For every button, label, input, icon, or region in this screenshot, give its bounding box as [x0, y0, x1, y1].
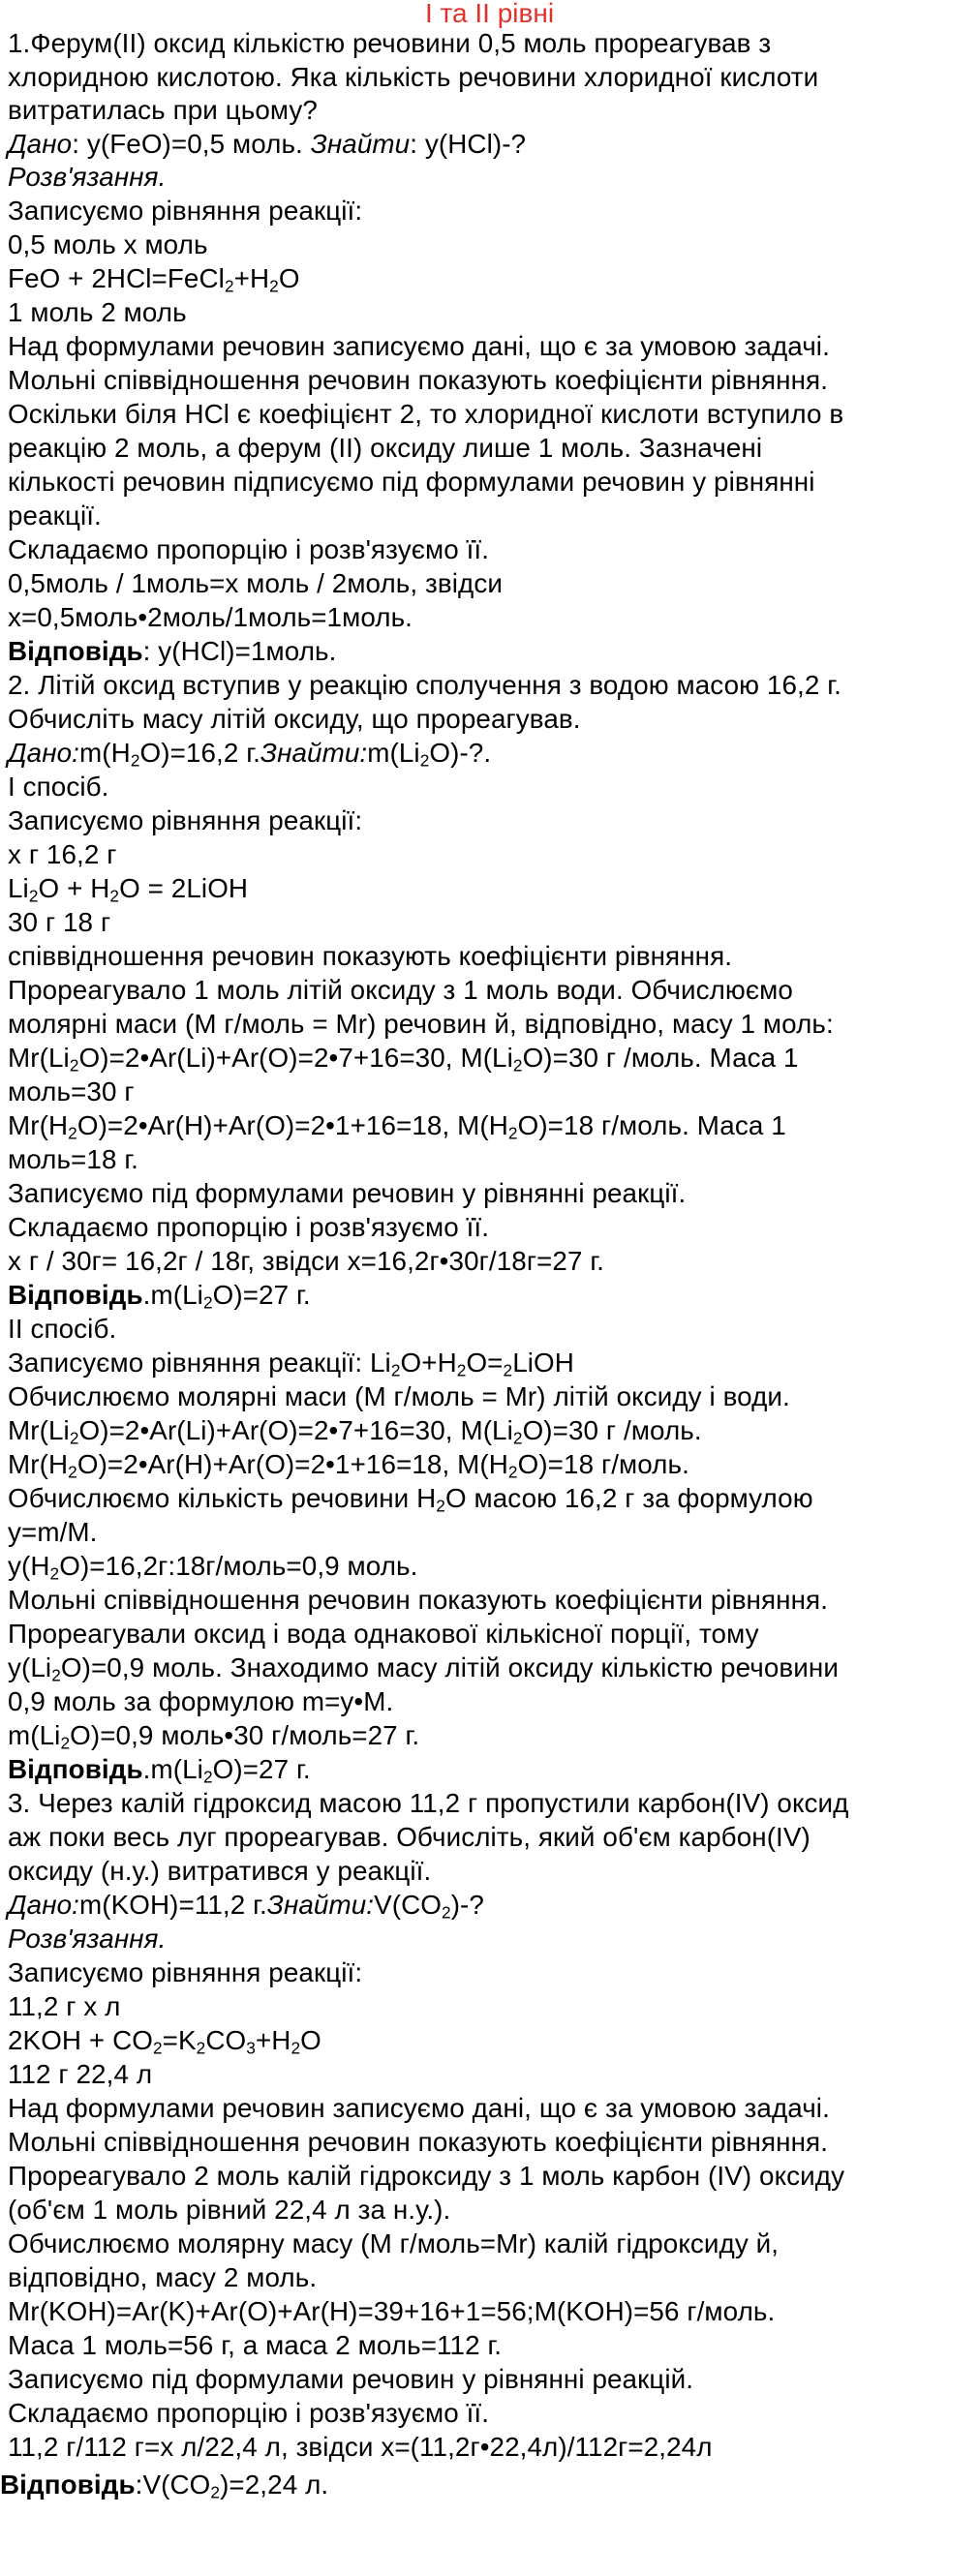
text-run: O)=0,9 моль•30 г/моль=27 г. [70, 1720, 420, 1750]
text-run: )-? [450, 1890, 484, 1920]
text-line [8, 61, 818, 94]
text-run: O = 2LiOH [119, 873, 249, 903]
text-line [8, 1923, 166, 1955]
text-run: Прореагували оксид і вода однакової кількісної порції, тому [8, 1619, 759, 1649]
subscript: 2 [60, 1733, 71, 1753]
subscript: 2 [130, 750, 140, 771]
text-line [8, 1143, 138, 1176]
text-run: Обчислюємо кількість речовини H [8, 1483, 437, 1513]
text-run: : у(HCl)=1моль. [142, 636, 337, 666]
text-run: Записуємо рівняння реакції: [8, 1957, 363, 1987]
text-run: 1.Ферум(II) оксид кількістю речовини 0,5 моль прореагував з [8, 28, 772, 58]
text-run: O [278, 263, 300, 293]
text-line [8, 364, 828, 397]
italic-term: Дано: [8, 1890, 80, 1920]
subscript: 2 [419, 750, 430, 771]
text-line [8, 161, 166, 194]
text-run: Li [8, 873, 29, 903]
text-run: O)=30 г /моль. [522, 1415, 702, 1445]
text-line [8, 1652, 839, 1684]
text-line [8, 1821, 811, 1854]
text-line [8, 1245, 604, 1278]
text-run: .m(Li [142, 1280, 203, 1310]
text-run: кількості речовин підписуємо під формулами речовин у рівнянні [8, 467, 815, 497]
text-line [8, 669, 841, 702]
page-title: I та II рівні [424, 0, 555, 28]
text-run: II спосіб. [8, 1314, 117, 1344]
text-run: O)-?. [429, 738, 492, 768]
text-run: х г / 30г= 16,2г / 18г, звідси х=16,2г•30г/18г=27 г. [8, 1246, 604, 1276]
subscript: 2 [49, 1563, 60, 1584]
italic-term: Знайти: [266, 1890, 375, 1920]
text-line [8, 1313, 116, 1346]
text-run: O)=27 г. [212, 1754, 311, 1784]
text-line [8, 2058, 152, 2091]
bold-term: Відповідь [0, 2470, 136, 2500]
text-line [8, 2194, 450, 2227]
text-run: Оскільки біля HCl є коефіцієнт 2, то хлоридної кислоти вступило в [8, 399, 844, 429]
text-line [8, 533, 489, 566]
text-run: 30 г 18 г [8, 907, 111, 937]
text-run: y(Li [8, 1652, 52, 1682]
text-line [8, 1618, 759, 1651]
text-run: m(H [79, 738, 131, 768]
text-line [8, 1177, 686, 1210]
text-run: Обчислюємо молярну масу (M г/моль=Mr) калій гідроксиду й, [8, 2228, 780, 2258]
text-line [8, 398, 843, 431]
text-run: y(H [8, 1551, 50, 1581]
text-run: Над формулами речовин записуємо дані, що є за умовою задачі. [8, 2093, 830, 2123]
text-line [8, 567, 503, 600]
italic-term: Знайти [310, 129, 411, 159]
text-run: Маса 1 моль=56 г, а маса 2 моль=112 г. [8, 2330, 503, 2360]
text-line [8, 906, 110, 939]
subscript: 2 [291, 2038, 301, 2058]
text-line [8, 2397, 489, 2430]
text-run: O+H [400, 1348, 457, 1378]
text-run: O)=16,2г:18г/моль=0,9 моль. [59, 1551, 418, 1581]
text-run: O)=18 г/моль. [517, 1449, 689, 1479]
text-run: O)=2•Ar(H)+Ar(O)=2•1+16=18, M(H [76, 1449, 508, 1479]
text-run: +H [255, 2025, 291, 2055]
text-line [8, 940, 732, 973]
text-run: 0,5моль / 1моль=х моль / 2моль, звідси [8, 568, 503, 598]
text-line [8, 1889, 484, 1922]
text-line [8, 2431, 713, 2464]
text-line [8, 1042, 799, 1075]
text-line [8, 432, 762, 465]
text-run: 2KOH + CO [8, 2025, 153, 2055]
text-run: Прореагувало 1 моль літій оксиду з 1 моль води. Обчислюємо [8, 975, 793, 1005]
subscript: 2 [202, 1292, 213, 1313]
text-line [8, 1414, 702, 1447]
text-line [8, 703, 581, 736]
text-run: моль=30 г [8, 1076, 135, 1106]
text-run: )=2,24 л. [220, 2470, 329, 2500]
text-line [8, 330, 830, 363]
subscript: 2 [436, 1496, 445, 1516]
text-line [8, 500, 102, 532]
text-run: O)=27 г. [212, 1280, 311, 1310]
subscript: 3 [246, 2038, 256, 2058]
text-run: +H [233, 263, 270, 293]
text-run: Обчисліть масу літій оксиду, що прореагував. [8, 704, 581, 734]
text-run: співвідношення речовин показують коефіцієнти рівняння. [8, 941, 733, 971]
text-line [8, 1211, 489, 1244]
text-line [8, 1787, 849, 1820]
text-line [8, 635, 336, 668]
subscript: 2 [512, 1428, 523, 1448]
text-line [0, 2469, 328, 2501]
text-run: O)=16,2 г. [139, 738, 260, 768]
text-line [8, 1550, 417, 1583]
italic-term: Дано [8, 129, 73, 159]
text-line [8, 262, 300, 295]
text-run: Складаємо пропорцію і розв'язуємо її. [8, 2398, 490, 2428]
text-line [8, 2363, 693, 2396]
text-run: 0,9 моль за формулою m=y•M. [8, 1686, 394, 1716]
text-run: реакцію 2 моль, а ферум (II) оксиду лише 1 моль. Зазначені [8, 433, 763, 463]
italic-term: Розв'язання. [8, 162, 167, 192]
text-run: 2. Літій оксид вступив у реакцію сполучення з водою масою 16,2 г. [8, 670, 841, 700]
text-line [8, 974, 793, 1007]
subscript: 2 [69, 1428, 79, 1448]
text-line [8, 466, 815, 499]
text-run: х=0,5моль•2моль/1моль=1моль. [8, 602, 413, 632]
subscript: 2 [210, 2482, 221, 2502]
text-line [8, 1685, 393, 1718]
text-line [8, 296, 187, 329]
subscript: 2 [69, 1055, 79, 1076]
text-line [8, 1109, 786, 1142]
subscript: 2 [224, 276, 234, 296]
bold-term: Відповідь [8, 636, 143, 666]
text-run: Записуємо під формулами речовин у рівнянні реакції. [8, 1178, 687, 1208]
subscript: 2 [202, 1767, 213, 1787]
subscript: 2 [442, 1902, 451, 1923]
text-run: Мольні співвідношення речовин показують коефіцієнти рівняння. [8, 365, 829, 395]
text-run: відповідно, масу 2 моль. [8, 2262, 318, 2292]
text-line [8, 1855, 431, 1888]
text-line [8, 1584, 828, 1617]
text-run: Записуємо рівняння реакції: [8, 196, 363, 226]
subscript: 2 [456, 1360, 467, 1380]
text-line [8, 872, 248, 905]
text-run: I спосіб. [8, 772, 109, 802]
text-run: O)=30 г /моль. Маса 1 [522, 1043, 799, 1073]
text-line [8, 601, 413, 634]
text-run: Складаємо пропорцію і розв'язуємо її. [8, 534, 490, 564]
subscript: 2 [503, 1360, 513, 1380]
text-run: :V(CO [135, 2470, 211, 2500]
text-run: O)=0,9 моль. Знаходимо масу літій оксиду кількістю речовини [60, 1652, 839, 1682]
text-run: Записуємо рівняння реакції: Li [8, 1348, 391, 1378]
text-run: O [300, 2025, 321, 2055]
text-run: O)=18 г/моль. Маса 1 [517, 1110, 786, 1140]
text-line [8, 1753, 311, 1786]
text-run: m(KOH)=11,2 г. [79, 1890, 267, 1920]
text-run: O + H [38, 873, 110, 903]
text-run: Mr(Li [8, 1415, 70, 1445]
text-run: : у(HCl)-? [410, 129, 527, 159]
bold-term: Відповідь [8, 1280, 143, 1310]
text-line [8, 27, 771, 60]
subscript: 2 [28, 886, 39, 906]
text-line [8, 1448, 689, 1481]
bold-term: Відповідь [8, 1754, 143, 1784]
text-run: 11,2 г х л [8, 1991, 121, 2021]
text-line [8, 128, 526, 161]
text-run: х г 16,2 г [8, 839, 117, 869]
text-run: Обчислюємо молярні маси (M г/моль = Mr) літій оксиду і води. [8, 1381, 790, 1411]
subscript: 2 [390, 1360, 401, 1380]
text-run: O)=2•Ar(H)+Ar(O)=2•1+16=18, M(H [76, 1110, 508, 1140]
subscript: 2 [269, 276, 279, 296]
subscript: 2 [512, 1055, 523, 1076]
text-run: V(CO [374, 1890, 443, 1920]
text-line [8, 195, 362, 227]
text-line [8, 1347, 574, 1379]
text-run: m(Li [367, 738, 420, 768]
text-line [8, 838, 116, 871]
text-run: витратилась при цьому? [8, 95, 318, 125]
text-run: Записуємо під формулами речовин у рівнянні реакцій. [8, 2364, 694, 2394]
text-run: O= [466, 1348, 504, 1378]
text-line [8, 737, 491, 770]
text-run: 0,5 моль х моль [8, 229, 208, 259]
italic-term: Дано: [8, 738, 80, 768]
text-line [8, 2024, 321, 2057]
subscript: 2 [68, 1123, 77, 1143]
text-line [8, 1279, 311, 1312]
text-run: =K [162, 2025, 197, 2055]
text-run: Mr(Li [8, 1043, 70, 1073]
text-run: Мольні співвідношення речовин показують коефіцієнти рівняння. [8, 2127, 829, 2157]
text-run: 3. Через калій гідроксид масою 11,2 г пропустили карбон(IV) оксид [8, 1788, 849, 1818]
text-run: m(Li [8, 1720, 61, 1750]
subscript: 2 [152, 2038, 163, 2058]
text-line [8, 228, 208, 261]
text-line [8, 2261, 317, 2294]
text-line [8, 771, 108, 803]
text-run: y=m/M. [8, 1517, 98, 1547]
text-run: : у(FeO)=0,5 моль. [72, 129, 311, 159]
text-line [8, 2227, 779, 2260]
text-run: Mr(KOH)=Ar(K)+Ar(O)+Ar(H)=39+16+1=56;M(KOH)=56 г/моль. [8, 2296, 776, 2326]
text-run: оксиду (н.у.) витратився у реакції. [8, 1856, 432, 1886]
text-run: Мольні співвідношення речовин показують коефіцієнти рівняння. [8, 1585, 829, 1615]
text-run: .m(Li [142, 1754, 203, 1784]
text-line [8, 1956, 362, 1989]
text-line [8, 1482, 813, 1515]
subscript: 2 [507, 1462, 518, 1482]
text-run: FeO + 2HCl=FeCl [8, 263, 225, 293]
text-run: реакції. [8, 500, 102, 530]
subscript: 2 [196, 2038, 206, 2058]
text-run: O масою 16,2 г за формулою [444, 1483, 813, 1513]
text-run: LiOH [512, 1348, 574, 1378]
italic-term: Розв'язання. [8, 1924, 167, 1954]
text-run: Mr(H [8, 1110, 69, 1140]
text-line [8, 2126, 828, 2159]
text-run: (об'єм 1 моль рівний 22,4 л за н.у.). [8, 2195, 451, 2225]
text-line [8, 1008, 834, 1041]
text-run: CO [205, 2025, 247, 2055]
text-run: Записуємо рівняння реакції: [8, 805, 363, 835]
text-run: 112 г 22,4 л [8, 2059, 153, 2089]
text-run: 11,2 г/112 г=х л/22,4 л, звідси х=(11,2г•22,4л)/112г=2,24л [8, 2432, 713, 2462]
italic-term: Знайти: [260, 738, 368, 768]
text-line [8, 1990, 120, 2023]
text-line [8, 94, 318, 127]
text-line [8, 2295, 775, 2328]
text-line [8, 1076, 135, 1108]
text-line [8, 804, 362, 837]
text-line [8, 1380, 790, 1413]
text-run: моль=18 г. [8, 1144, 139, 1174]
text-run: Складаємо пропорцію і розв'язуємо її. [8, 1212, 490, 1242]
text-line [8, 2092, 830, 2125]
subscript: 2 [507, 1123, 518, 1143]
text-run: O)=2•Ar(Li)+Ar(O)=2•7+16=30, M(Li [78, 1043, 513, 1073]
text-run: молярні маси (М г/моль = Mr) речовин й, відповідно, масу 1 моль: [8, 1009, 834, 1039]
text-run: Над формулами речовин записуємо дані, що є за умовою задачі. [8, 331, 830, 361]
subscript: 2 [51, 1665, 61, 1685]
text-run: хлоридною кислотою. Яка кількість речовини хлоридної кислоти [8, 62, 819, 92]
subscript: 2 [109, 886, 120, 906]
text-line [8, 1719, 419, 1752]
subscript: 2 [68, 1462, 77, 1482]
text-line [8, 1516, 98, 1549]
text-run: Прореагувало 2 моль калій гідроксиду з 1 моль карбон (IV) оксиду [8, 2161, 845, 2191]
text-run: Mr(H [8, 1449, 69, 1479]
text-line [8, 2160, 844, 2193]
text-line [8, 2329, 502, 2362]
text-run: аж поки весь луг прореагував. Обчисліть, який об'єм карбон(IV) [8, 1822, 811, 1852]
text-run: O)=2•Ar(Li)+Ar(O)=2•7+16=30, M(Li [78, 1415, 513, 1445]
text-run: 1 моль 2 моль [8, 297, 187, 327]
